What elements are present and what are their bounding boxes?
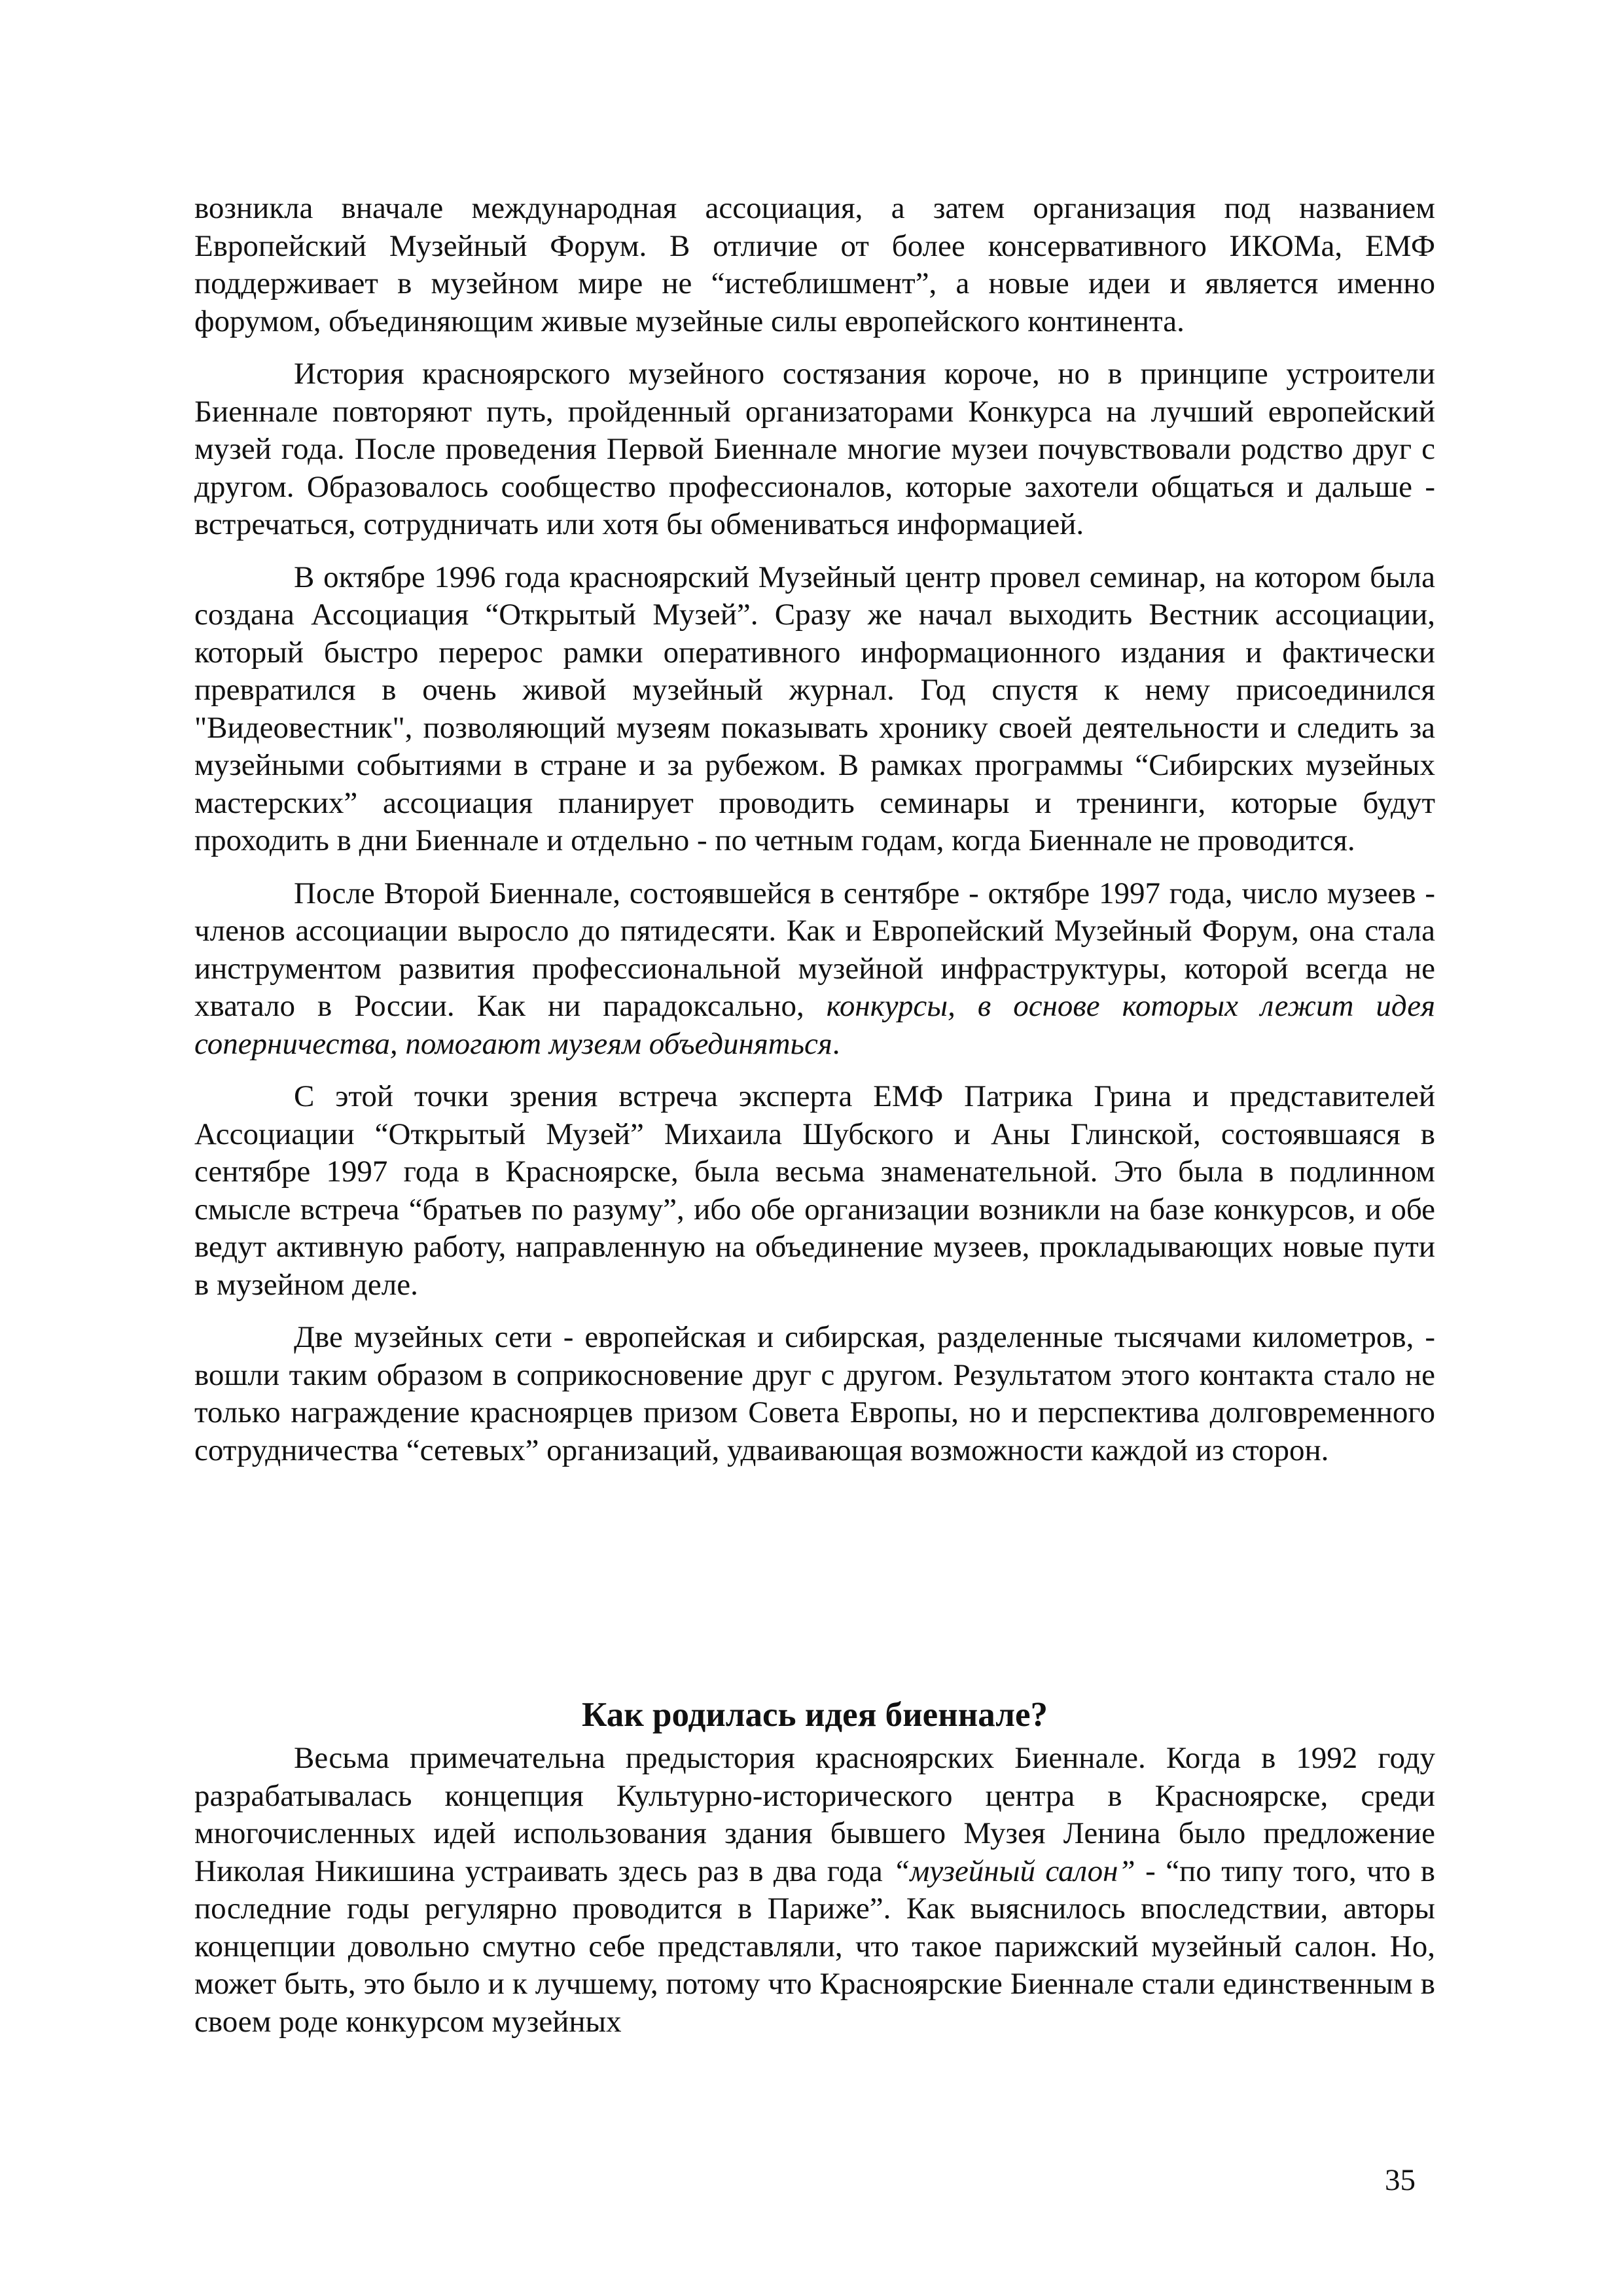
- body-text: В октябре 1996 года красноярский Музейный центр провел семинар, на котором была создана Ассоциация “Открытый Музей”. Сразу же начал выходить Вестник ассоциации, который быстро перерос рамки оперативного информационного издания и фактически превратился в очень живой музейный журнал. Год спустя к нему присоединился "Видеовестник", позволяющий музеям показывать хронику своей деятельности и следить за музейными событиями в стране и за рубежом. В рамках программы “Сибирских музейных мастерских” ассоциация планирует проводить семинары и тренинги, которые будут проходить в дни Биеннале и отдельно - по четным годам, когда Биеннале не проводится.: [194, 560, 1435, 857]
- body-text: Две музейных сети - европейская и сибирская, разделенные тысячами километров, - вошли таким образом в соприкосновение друг с другом. Результатом этого контакта стало не только награждение красноярцев призом Совета Европы, но и перспектива долговременного сотрудничества “сетевых” организаций, удваивающая возможности каждой из сторон.: [194, 1320, 1435, 1467]
- paragraph-two-networks: [194, 1319, 1435, 1469]
- paragraph-intro-continued: [194, 190, 1435, 340]
- emphasis-text: конкурсы, в основе которых лежит идея соперничества, помогают музеям объединяться: [194, 989, 1435, 1061]
- paragraph-october-1996: [194, 559, 1435, 860]
- body-text: .: [832, 1026, 840, 1061]
- body-text: История красноярского музейного состязания короче, но в принципе устроители Биеннале повторяют путь, пройденный организаторами Конкурса на лучший европейский музей года. После проведения Первой Биеннале многие музеи почувствовали родство друг с другом. Образовалось сообщество профессионалов, которые захотели общаться и дальше - встречаться, сотрудничать или хотя бы обмениваться информацией.: [194, 357, 1435, 541]
- page-content: [194, 190, 1436, 2039]
- body-text: - “по типу того, что в последние годы регулярно проводится в Париже”. Как выяснилось впоследствии, авторы концепции довольно смутно себе представляли, что такое парижский музейный салон. Но, может быть, это было и к лучшему, потому что Красноярские Биеннале стали единственным в своем роде конкурсом музейных: [194, 1854, 1436, 2039]
- paragraph-second-biennale: [194, 875, 1435, 1064]
- body-text: Весьма примечательна предыстория красноярских Биеннале. Когда в 1992 году разрабатывалась концепция Культурно-исторического центра в Красноярске, среди многочисленных идей использования здания бывшего Музея Ленина было предложение Николая Никишина устраивать здесь раз в два года: [194, 1741, 1435, 1888]
- paragraph-meeting: [194, 1078, 1435, 1304]
- paragraph-prehistory: [194, 1740, 1435, 2041]
- paragraph-krasnoyarsk-history: [194, 355, 1435, 544]
- section-body: [194, 1740, 1435, 2041]
- main-body: [194, 190, 1435, 1469]
- body-text: С этой точки зрения встреча эксперта ЕМФ Патрика Грина и представителей Ассоциации “Открытый Музей” Михаила Шубского и Аны Глинской, состоявшаяся в сентябре 1997 года в Красноярске, была весьма знаменательной. Это была в подлинном смысле встреча “братьев по разуму”, ибо обе организации возникли на базе конкурсов, и обе ведут активную работу, направленную на объединение музеев, прокладывающих новые пути в музейном деле.: [194, 1079, 1435, 1302]
- body-text: После Второй Биеннале, состоявшейся в сентябре - октябре 1997 года, число музеев - членов ассоциации выросло до пятидесяти. Как и Европейский Музейный Форум, она стала инструментом развития профессиональной музейной инфраструктуры, которой всегда не хватало в России. Как ни парадоксально,: [194, 876, 1435, 1023]
- section-heading: Как родилась идея биеннале?: [581, 1696, 1048, 1734]
- page-number: 35: [1385, 2163, 1416, 2197]
- body-text: возникла вначале международная ассоциация, а затем организация под названием Европейский Музейный Форум. В отличие от более консервативного ИКОМа, ЕМФ поддерживает в музейном мире не “истеблишмент”, а новые идеи и является именно форумом, объединяющим живые музейные силы европейского континента.: [194, 191, 1435, 338]
- emphasis-text: “музейный салон”: [893, 1854, 1135, 1888]
